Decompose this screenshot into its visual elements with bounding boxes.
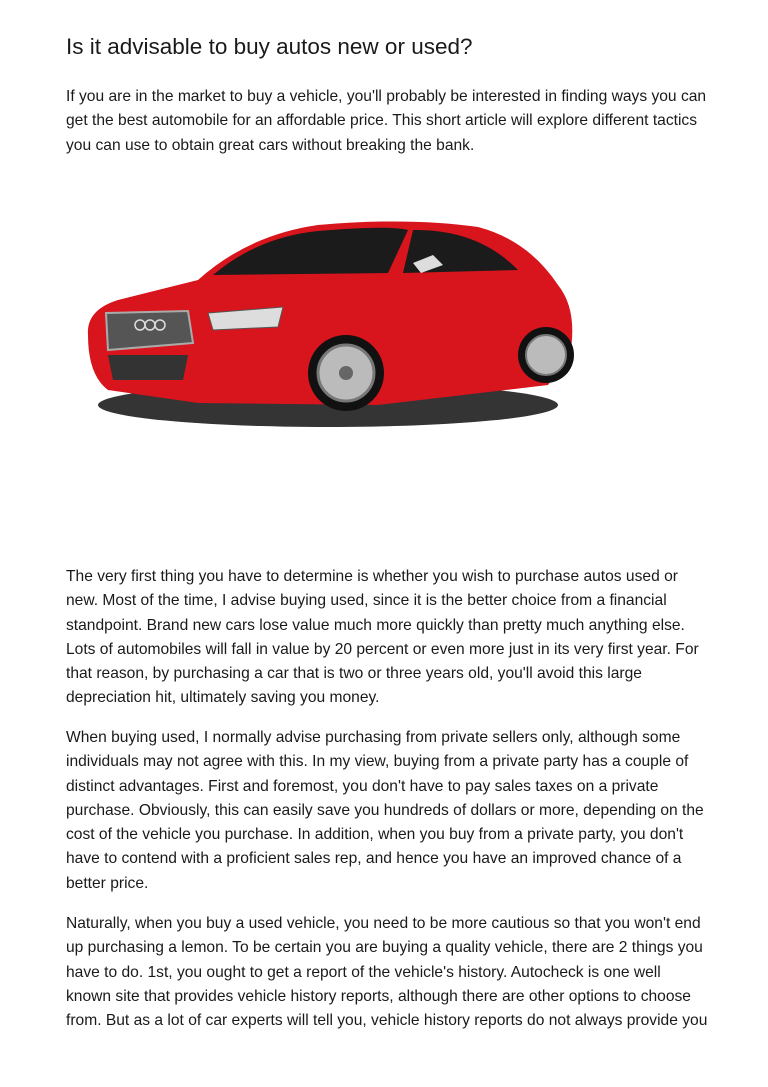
- paragraph-private-sellers: [66, 726, 704, 896]
- paragraph-caution: [66, 912, 707, 1033]
- text-line: Lots of automobiles will fall in value by 20 percent or even more just in its very first year. For: [66, 640, 699, 658]
- text-line: individuals may not agree with this. In my view, buying from a private party has a couple of: [66, 753, 689, 771]
- text-line: that reason, by purchasing a car that is two or three years old, you'll avoid this large: [66, 665, 642, 683]
- text-line: known site that provides vehicle history reports, although there are other options to choose: [66, 987, 691, 1005]
- text-line: get the best automobile for an affordable price. This short article will explore different tactics: [66, 112, 698, 130]
- page-title: Is it advisable to buy autos new or used?: [66, 34, 473, 59]
- text-line: Naturally, when you buy a used vehicle, you need to be more cautious so that you won't end: [66, 915, 701, 932]
- text-line: standpoint. Brand new cars lose value much more quickly than pretty much anything else.: [66, 616, 685, 634]
- text-line: When buying used, I normally advise purchasing from private sellers only, although some: [66, 729, 681, 746]
- text-line: If you are in the market to buy a vehicle, you'll probably be interested in finding ways you can: [66, 88, 707, 105]
- text-line: cost of the vehicle you purchase. In addition, when you buy from a private party, you don't: [66, 826, 684, 844]
- text-line: better price.: [66, 874, 149, 892]
- paragraph-intro: [66, 85, 706, 158]
- text-line: have to contend with a proficient sales rep, and hence you have an improved chance of a: [66, 850, 682, 868]
- text-line: new. Most of the time, I advise buying used, since it is the better choice from a financial: [66, 592, 667, 610]
- text-line: up purchasing a lemon. To be certain you are buying a quality vehicle, there are 2 things you: [66, 939, 703, 957]
- paragraph-new-or-used: [66, 565, 699, 711]
- red-car-image: [78, 215, 578, 435]
- text-line: from. But as a lot of car experts will tell you, vehicle history reports do not always provide you: [66, 1012, 708, 1030]
- text-line: purchase. Obviously, this can easily save you hundreds of dollars or more, depending on the: [66, 801, 704, 819]
- text-line: have to do. 1st, you ought to get a report of the vehicle's history. Autocheck is one well: [66, 963, 661, 981]
- text-line: The very first thing you have to determine is whether you wish to purchase autos used or: [66, 568, 678, 585]
- text-line: you can use to obtain great cars without breaking the bank.: [66, 136, 475, 154]
- text-line: distinct advantages. First and foremost, you don't have to pay sales taxes on a private: [66, 777, 659, 795]
- text-line: depreciation hit, ultimately saving you money.: [66, 689, 380, 707]
